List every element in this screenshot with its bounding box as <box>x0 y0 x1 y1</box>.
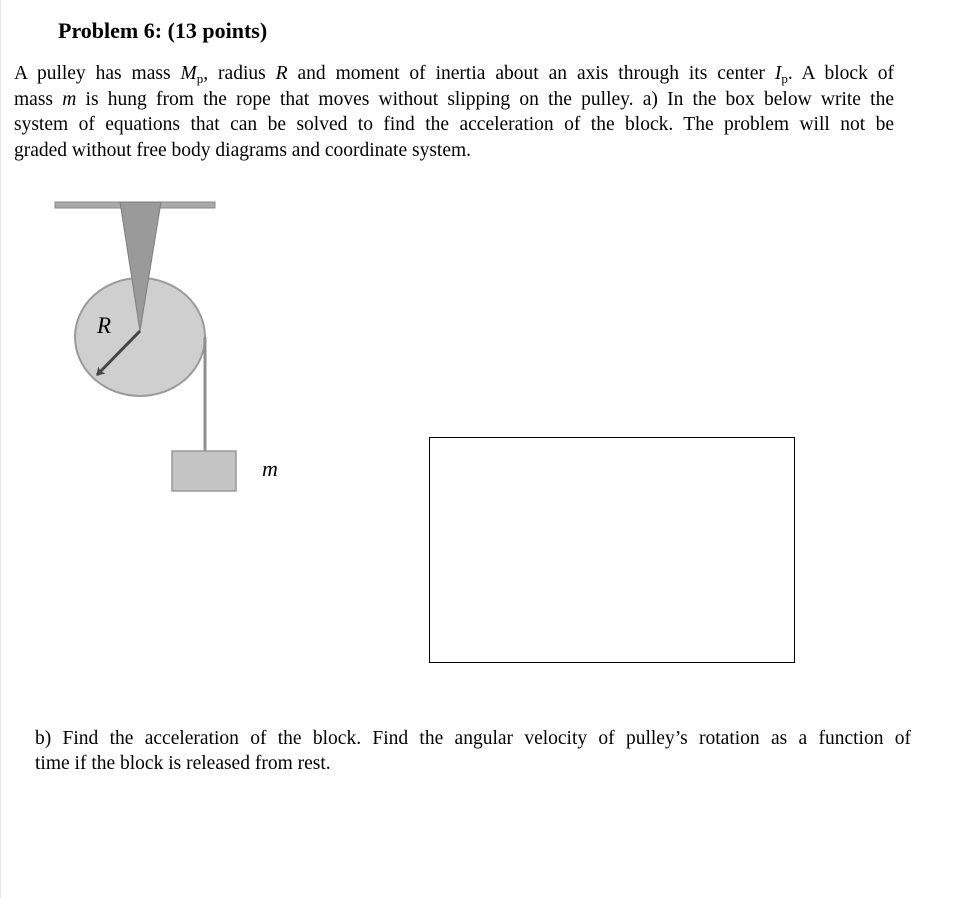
problem-title: Problem 6: (13 points) <box>58 18 268 43</box>
hanging-block <box>172 451 236 491</box>
mass-label: m <box>262 456 278 481</box>
statement-line-2: mass m is hung from the rope that moves without slipping on the pulley. a) In the box below write the <box>14 88 894 110</box>
part-b-question <box>35 726 911 776</box>
answer-box[interactable] <box>429 437 795 663</box>
statement-line-4: graded without free body diagrams and coordinate system. <box>14 139 472 161</box>
statement-line-1: A pulley has mass $M_p$, radius R and moment of inertia about an axis through its center $I_p$. A block of <box>14 63 895 86</box>
problem-statement <box>14 61 894 163</box>
radius-label: R <box>97 313 112 338</box>
part-b-line-1: b) Find the acceleration of the block. Find the angular velocity of pulley’s rotation as a function of <box>35 728 911 749</box>
statement-line-3: system of equations that can be solved to find the acceleration of the block. The problem will not be <box>14 114 894 135</box>
pulley-diagram <box>0 190 300 500</box>
part-b-line-2: time if the block is released from rest. <box>35 753 331 774</box>
